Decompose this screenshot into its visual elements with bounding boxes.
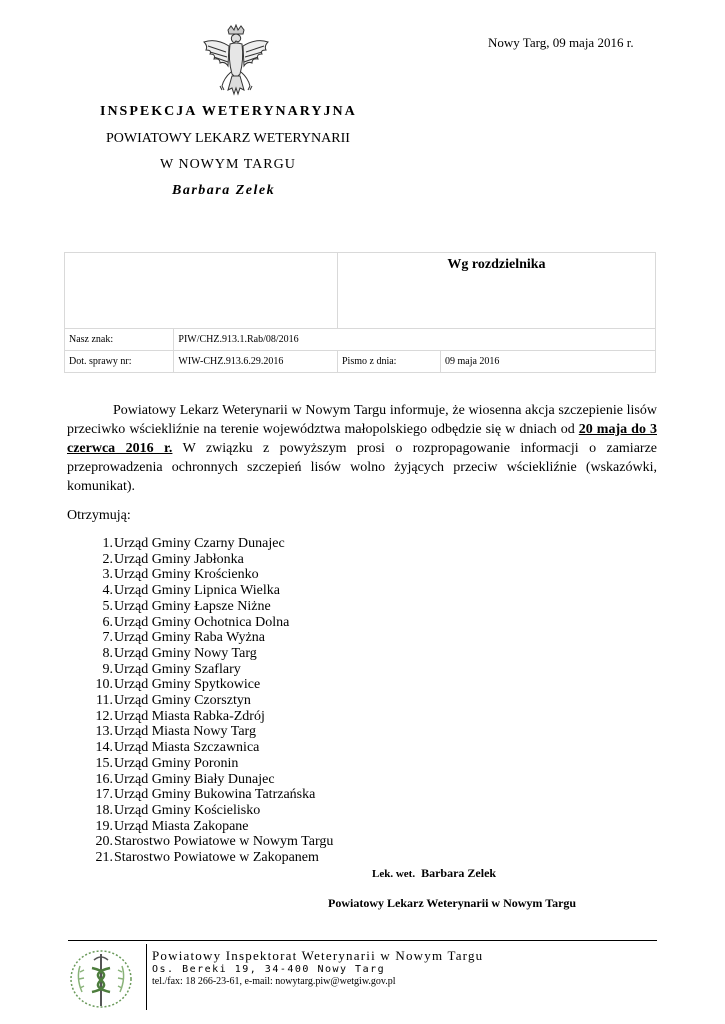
footer-divider bbox=[68, 940, 657, 941]
recipient-number: 12. bbox=[95, 708, 113, 724]
recipient-name: Starostwo Powiatowe w Nowym Targu bbox=[114, 834, 334, 850]
recipient-name: Urząd Gminy Łapsze Niżne bbox=[114, 598, 271, 614]
recipient-item bbox=[72, 567, 333, 583]
recipient-item bbox=[72, 615, 333, 631]
recipients-list bbox=[72, 536, 333, 866]
footer-vertical-divider bbox=[146, 944, 147, 1010]
recipient-item bbox=[72, 772, 333, 788]
recipient-item bbox=[72, 803, 333, 819]
recipient-item bbox=[72, 599, 333, 615]
recipient-item bbox=[72, 693, 333, 709]
recipient-name: Urząd Gminy Krościenko bbox=[114, 567, 259, 583]
recipient-name: Urząd Gminy Jabłonka bbox=[114, 551, 244, 567]
recipient-item bbox=[72, 552, 333, 568]
institution-location: W NOWYM TARGU bbox=[160, 157, 296, 172]
recipient-name: Urząd Gminy Ochotnica Dolna bbox=[114, 614, 290, 630]
institution-office: POWIATOWY LEKARZ WETERYNARII bbox=[106, 131, 350, 146]
recipient-number: 3. bbox=[102, 567, 113, 583]
recipient-name: Urząd Miasta Rabka-Zdrój bbox=[114, 708, 265, 724]
empty-cell bbox=[65, 253, 338, 329]
signature-line bbox=[372, 866, 496, 881]
recipient-number: 11. bbox=[96, 693, 113, 709]
footer-address: Os. Bereki 19, 34-400 Nowy Targ bbox=[152, 964, 386, 975]
recipient-number: 7. bbox=[102, 630, 113, 646]
recipient-number: 15. bbox=[95, 755, 113, 771]
recipient-name: Urząd Gminy Nowy Targ bbox=[114, 645, 257, 661]
recipient-item bbox=[72, 662, 333, 678]
recipient-number: 6. bbox=[102, 614, 113, 630]
recipient-item bbox=[72, 740, 333, 756]
recipient-name: Urząd Gminy Lipnica Wielka bbox=[114, 583, 280, 599]
recipient-number: 16. bbox=[95, 771, 113, 787]
recipient-item bbox=[72, 646, 333, 662]
recipient-item bbox=[72, 834, 333, 850]
reference-table bbox=[64, 252, 656, 373]
recipient-item bbox=[72, 630, 333, 646]
our-ref-label: Nasz znak: bbox=[65, 329, 174, 351]
recipient-name: Urząd Gminy Raba Wyżna bbox=[114, 630, 265, 646]
recipient-item bbox=[72, 787, 333, 803]
letter-body bbox=[67, 401, 657, 496]
recipient-name: Urząd Miasta Szczawnica bbox=[114, 740, 260, 756]
recipient-name: Urząd Gminy Czorsztyn bbox=[114, 693, 251, 709]
recipient-name: Urząd Miasta Zakopane bbox=[114, 818, 249, 834]
recipient-number: 20. bbox=[95, 834, 113, 850]
recipient-number: 14. bbox=[95, 740, 113, 756]
recipient-item bbox=[72, 583, 333, 599]
recipient-name: Urząd Gminy Poronin bbox=[114, 755, 239, 771]
case-ref-value: WIW-CHZ.913.6.29.2016 bbox=[174, 351, 338, 373]
recipient-name: Urząd Gminy Szaflary bbox=[114, 661, 241, 677]
recipient-name: Urząd Gminy Biały Dunajec bbox=[114, 771, 275, 787]
addressee: Wg rozdzielnika bbox=[338, 253, 656, 329]
recipient-number: 4. bbox=[102, 583, 113, 599]
polish-eagle-icon bbox=[198, 24, 274, 102]
recipient-item bbox=[72, 756, 333, 772]
footer-contact: tel./fax: 18 266-23-61, e-mail: nowytarg.piw@wetgiw.gov.pl bbox=[152, 976, 396, 987]
recipient-number: 8. bbox=[102, 645, 113, 661]
recipient-number: 21. bbox=[95, 850, 113, 866]
recipient-name: Urząd Miasta Nowy Targ bbox=[114, 724, 256, 740]
recipient-number: 17. bbox=[95, 787, 113, 803]
recipient-number: 13. bbox=[95, 724, 113, 740]
letter-date-value: 09 maja 2016 bbox=[441, 351, 656, 373]
recipient-name: Urząd Gminy Kościelisko bbox=[114, 802, 261, 818]
veterinary-caduceus-logo-icon bbox=[66, 948, 136, 1010]
footer-org-name: Powiatowy Inspektorat Weterynarii w Nowym Targu bbox=[152, 948, 484, 963]
recipient-name: Urząd Gminy Czarny Dunajec bbox=[114, 536, 285, 551]
recipient-item bbox=[72, 819, 333, 835]
body-text-start: Powiatowy Lekarz Weterynarii w Nowym Targu informuje, że wiosenna akcja szczepienie lisów przeciwko wściekliźnie na terenie województwa małopolskiego odbędzie się w dniach od bbox=[67, 403, 657, 437]
institution-head-name: Barbara Zelek bbox=[172, 183, 276, 198]
recipient-name: Urząd Gminy Spytkowice bbox=[114, 677, 261, 693]
recipient-item bbox=[72, 709, 333, 725]
recipient-name: Starostwo Powiatowe w Zakopanem bbox=[114, 850, 319, 866]
recipient-item bbox=[72, 850, 333, 866]
campaign-dates: 20 maja do 3 czerwca 2016 r. bbox=[67, 422, 657, 456]
recipient-name: Urząd Gminy Bukowina Tatrzańska bbox=[114, 787, 316, 803]
letter-date-label: Pismo z dnia: bbox=[338, 351, 441, 373]
recipient-number: 18. bbox=[95, 802, 113, 818]
signature-position: Powiatowy Lekarz Weterynarii w Nowym Targu bbox=[328, 896, 577, 910]
signature-name: Barbara Zelek bbox=[421, 866, 497, 880]
recipient-item bbox=[72, 724, 333, 740]
recipient-number: 1. bbox=[102, 536, 113, 551]
recipient-item bbox=[72, 677, 333, 693]
recipient-number: 19. bbox=[95, 818, 113, 834]
recipient-number: 10. bbox=[95, 677, 113, 693]
institution-name: INSPEKCJA WETERYNARYJNA bbox=[100, 104, 357, 119]
signature-title: Lek. wet. bbox=[372, 868, 416, 880]
recipient-number: 2. bbox=[102, 551, 113, 567]
recipient-number: 5. bbox=[102, 598, 113, 614]
body-text-end: W związku z powyższym prosi o rozpropagowanie informacji o zamiarze przeprowadzenia ochronnych szczepień lisów wolno żyjących przeciw wściekliźnie (wskazówki, komunikat). bbox=[67, 441, 657, 494]
case-ref-label: Dot. sprawy nr: bbox=[65, 351, 174, 373]
recipients-heading: Otrzymują: bbox=[67, 508, 131, 523]
letter-date: Nowy Targ, 09 maja 2016 r. bbox=[488, 35, 634, 50]
our-ref-value: PIW/CHZ.913.1.Rab/08/2016 bbox=[174, 329, 656, 351]
recipient-item bbox=[72, 536, 333, 552]
recipient-number: 9. bbox=[102, 661, 113, 677]
